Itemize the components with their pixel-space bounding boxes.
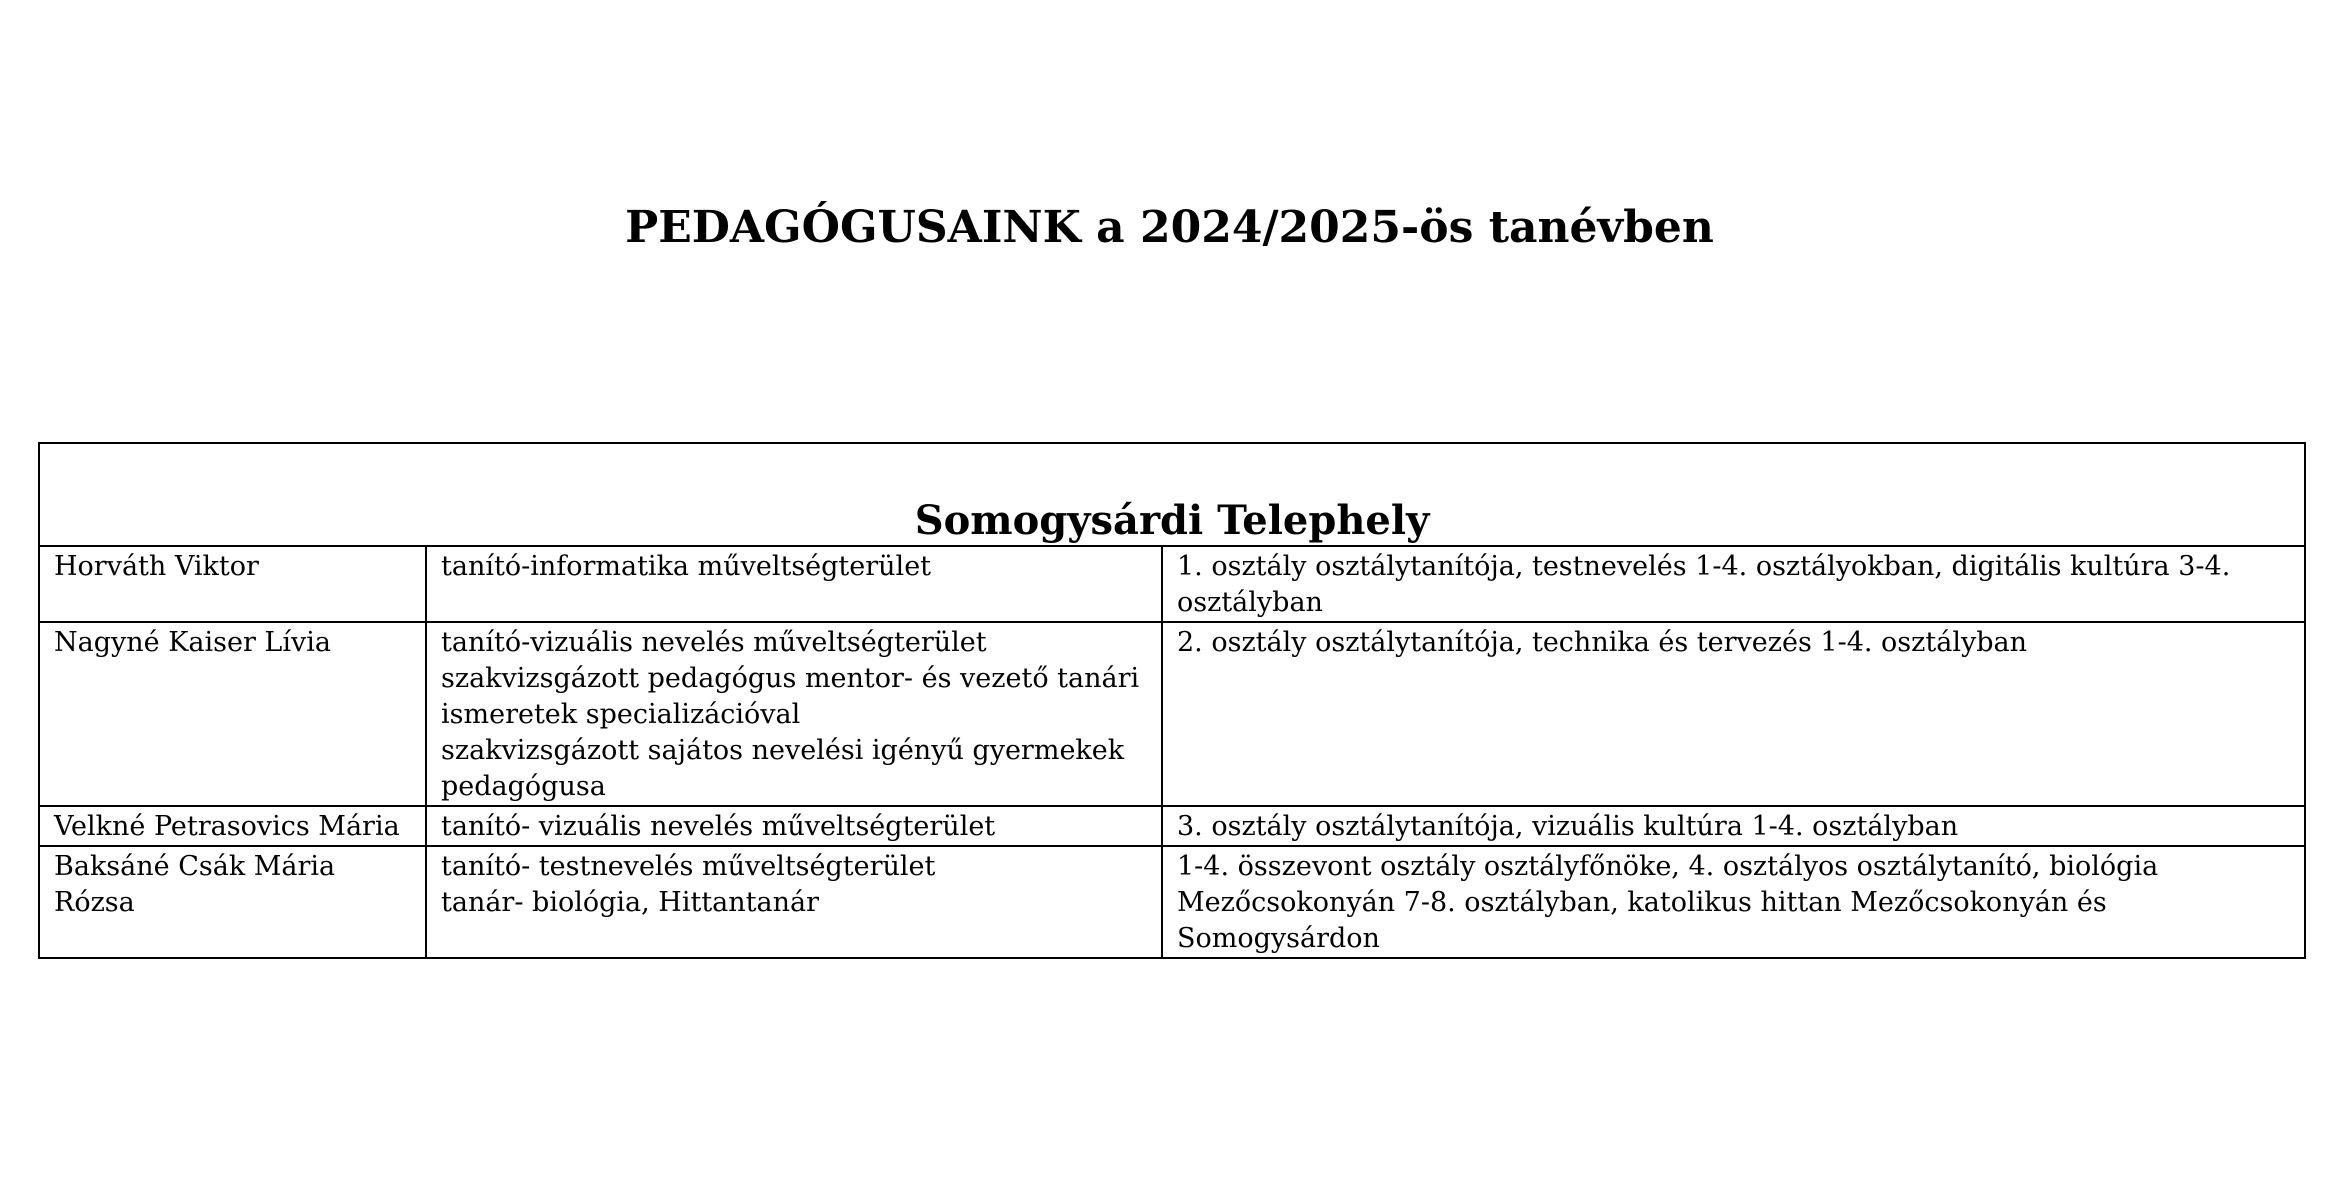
qualification-cell xyxy=(426,806,1162,846)
teacher-name: Horváth Viktor xyxy=(39,546,426,622)
assignment-cell xyxy=(1162,846,2305,958)
table-row xyxy=(39,546,2305,622)
qualification-line: tanító- vizuális nevelés műveltségterület xyxy=(441,811,996,842)
table-row xyxy=(39,846,2305,958)
teacher-name: Nagyné Kaiser Lívia xyxy=(39,622,426,806)
qualification-cell xyxy=(426,622,1162,806)
assignment-cell xyxy=(1162,546,2305,622)
assignment-line: osztályban xyxy=(1177,587,1323,618)
section-header: Somogysárdi Telephely xyxy=(39,443,2305,546)
staff-table xyxy=(38,442,2306,959)
teacher-name: Velkné Petrasovics Mária xyxy=(39,806,426,846)
qualification-line: szakvizsgázott pedagógus mentor- és vezető tanári xyxy=(441,663,1140,694)
assignment-line: 3. osztály osztálytanítója, vizuális kultúra 1-4. osztályban xyxy=(1177,811,1959,842)
qualification-line: tanító-informatika műveltségterület xyxy=(441,551,932,582)
table-row xyxy=(39,622,2305,806)
assignment-line: 1-4. összevont osztály osztályfőnöke, 4. osztályos osztálytanító, biológia xyxy=(1177,851,2159,882)
assignment-cell xyxy=(1162,622,2305,806)
assignment-line: 1. osztály osztálytanítója, testnevelés 1-4. osztályokban, digitális kultúra 3-4. xyxy=(1177,551,2231,582)
teacher-name: Baksáné Csák Mária Rózsa xyxy=(39,846,426,958)
qualification-line: tanító-vizuális nevelés műveltségterület xyxy=(441,627,987,658)
table-row xyxy=(39,806,2305,846)
qualification-cell xyxy=(426,846,1162,958)
qualification-line: tanító- testnevelés műveltségterület xyxy=(441,851,936,882)
qualification-line: pedagógusa xyxy=(441,771,606,802)
assignment-line: Mezőcsokonyán 7-8. osztályban, katolikus hittan Mezőcsokonyán és Somogysárdon xyxy=(1177,887,2107,954)
page-title: PEDAGÓGUSAINK a 2024/2025-ös tanévben xyxy=(625,202,1714,253)
qualification-line: ismeretek specializációval xyxy=(441,699,801,730)
assignment-line: 2. osztály osztálytanítója, technika és tervezés 1-4. osztályban xyxy=(1177,627,2027,658)
qualification-line: tanár- biológia, Hittantanár xyxy=(441,887,819,918)
qualification-line: szakvizsgázott sajátos nevelési igényű gyermekek xyxy=(441,735,1125,766)
qualification-cell xyxy=(426,546,1162,622)
assignment-cell xyxy=(1162,806,2305,846)
table-header-row xyxy=(39,443,2305,546)
